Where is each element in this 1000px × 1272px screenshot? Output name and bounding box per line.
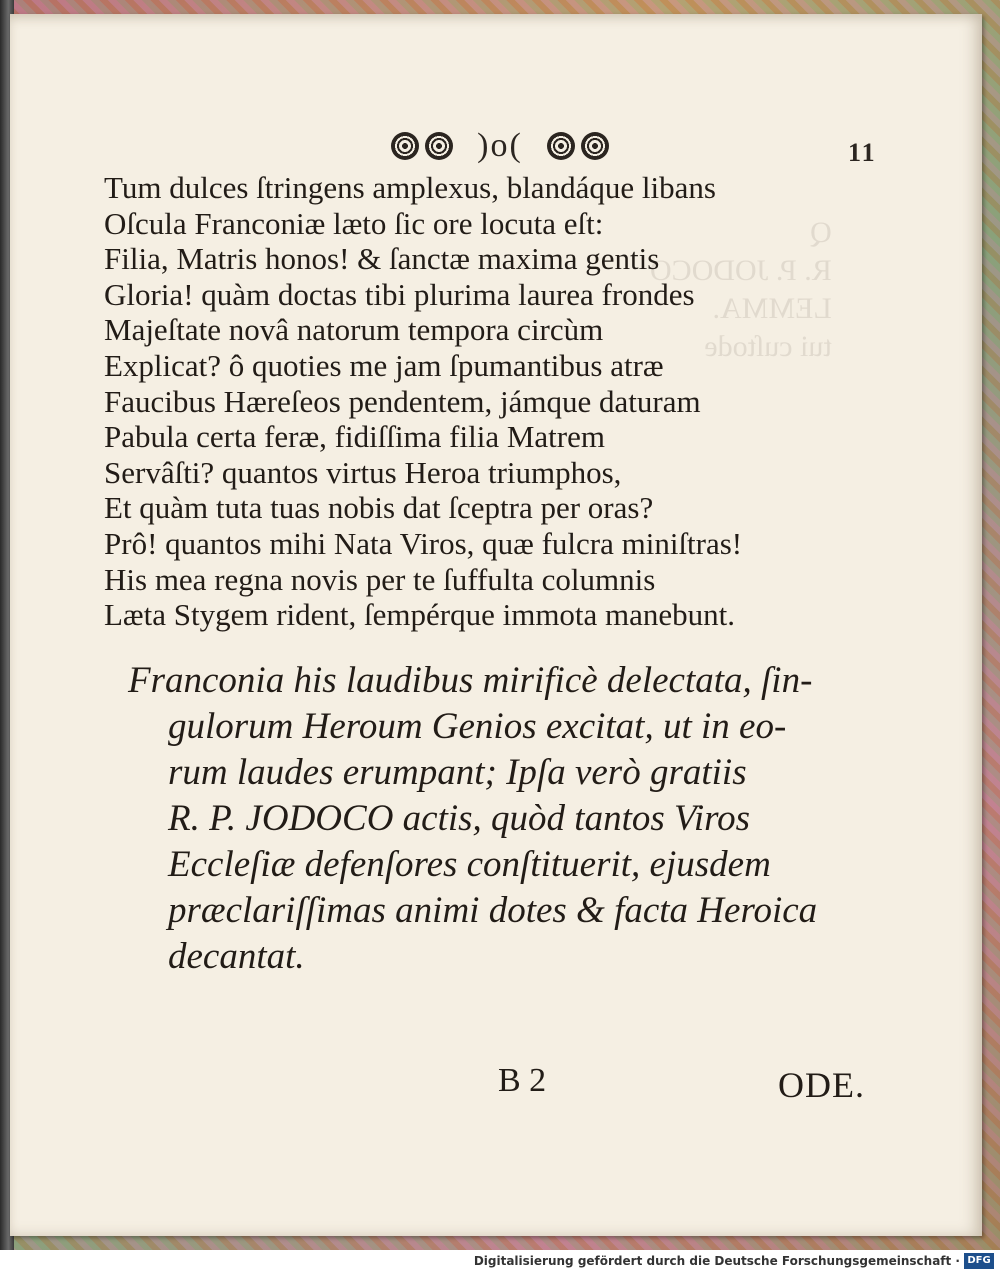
flower-ornament-icon <box>581 132 609 160</box>
catchword: ODE. <box>778 1065 865 1105</box>
verse-line: Læta Stygem rident, ſempérque immota manebunt. <box>104 597 736 633</box>
argument-line: Eccleſiæ defenſores conſtituerit, ejusdem <box>168 844 771 885</box>
digitization-footer <box>0 1250 1000 1272</box>
ornament-center-glyph: )o( <box>477 127 523 164</box>
argument-line: gulorum Heroum Genios excitat, ut in eo- <box>168 706 787 747</box>
dfg-logo-icon: DFG <box>964 1253 994 1269</box>
verse-line: Tum dulces ſtringens amplexus, blandáque libans <box>104 170 716 205</box>
verse-line: Et quàm tuta tuas nobis dat ſceptra per oras? <box>104 490 654 526</box>
verse-line: Gloria! quàm doctas tibi plurima laurea frondes <box>104 276 695 312</box>
flower-ornament-icon <box>547 132 575 160</box>
verse-line: Oſcula Franconiæ læto ſic ore locuta eſt: <box>104 205 604 241</box>
flower-ornament-icon <box>391 132 419 160</box>
signature-mark: B 2 <box>498 1062 547 1099</box>
argument-line: præclariſſimas animi dotes & facta Heroica <box>168 890 818 931</box>
show-through-text: Q R. P. JODOCO LEMMA. tui cuſtode <box>650 216 832 363</box>
book-page <box>10 14 982 1236</box>
argument-line: R. P. JODOCO actis, quòd tantos Viros <box>168 798 751 839</box>
verse-line: Faucibus Hæreſeos pendentem, jámque daturam <box>104 383 701 419</box>
argument-paragraph <box>128 658 888 980</box>
verse-line: Servâſti? quantos virtus Heroa triumphos, <box>104 454 622 490</box>
verse-line: Filia, Matris honos! & ſanctæ maxima gentis <box>104 241 660 277</box>
verse-line: Majeſtate novâ natorum tempora circùm <box>104 312 604 348</box>
verse-line: Pabula certa feræ, fidiſſima filia Matrem <box>104 419 605 455</box>
argument-line: rum laudes erumpant; Ipſa verò gratiis <box>168 752 747 793</box>
argument-line: Franconia his laudibus mirificè delectata, ſin- <box>128 660 813 701</box>
header-ornament <box>390 128 610 164</box>
page-number: 11 <box>848 138 877 167</box>
funding-credit: Digitalisierung gefördert durch die Deutsche Forschungsgemeinschaft · <box>473 1254 960 1268</box>
verse-line: Prô! quantos mihi Nata Viros, quæ fulcra miniſtras! <box>104 525 743 561</box>
flower-ornament-icon <box>425 132 453 160</box>
verse-line: His mea regna novis per te ſuffulta columnis <box>104 561 656 597</box>
verse-line: Explicat? ô quoties me jam ſpumantibus atræ <box>104 347 664 383</box>
argument-line: decantat. <box>168 936 305 977</box>
verse-block <box>104 170 864 633</box>
